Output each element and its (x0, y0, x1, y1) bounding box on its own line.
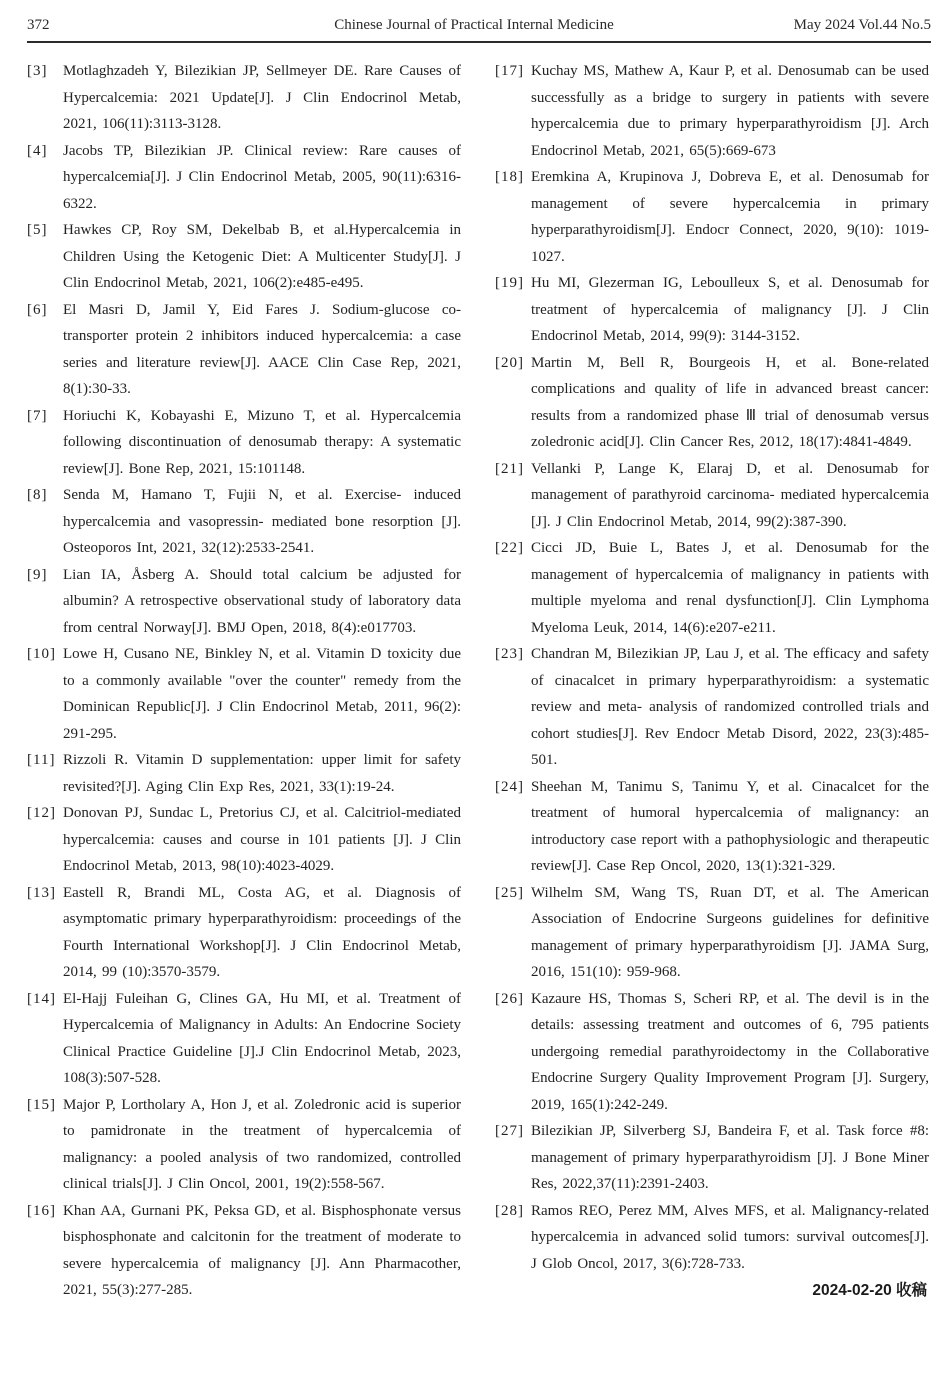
reference-item (495, 270, 929, 350)
reference-text: Jacobs TP, Bilezikian JP. Clinical review: Rare causes of hypercalcemia[J]. J Clin Endocrinol Metab, 2005, 90(11):6316-6322. (63, 142, 461, 212)
reference-number: [10] (27, 646, 56, 662)
reference-text: Kuchay MS, Mathew A, Kaur P, et al. Denosumab can be used successfully as a bridge to surgery in patients with severe hypercalcemia due to primary hyperparathyroidism [J]. Arch Endocrinol Metab, 2021, 65(5):669-673 (531, 63, 929, 159)
reference-item (27, 138, 461, 218)
reference-text: Rizzoli R. Vitamin D supplementation: upper limit for safety revisited?[J]. Aging Clin Exp Res, 2021, 33(1):19-24. (63, 752, 461, 795)
issue-info: May 2024 Vol.44 No.5 (793, 17, 931, 33)
reference-number: [25] (495, 884, 524, 901)
reference-number: [8] (27, 487, 48, 503)
reference-item (495, 350, 929, 456)
reference-item (495, 456, 929, 536)
reference-item (27, 800, 461, 880)
reference-number: [19] (495, 275, 524, 291)
reference-item (27, 641, 461, 747)
reference-number: [26] (495, 990, 524, 1007)
reference-item (27, 1092, 461, 1198)
received-date-note: 2024-02-20 收稿 (812, 1282, 927, 1299)
reference-text: Donovan PJ, Sundac L, Pretorius CJ, et al. Calcitriol-mediated hypercalcemia: causes and course in 101 patients [J]. J Clin Endocrinol Metab, 2013, 98(10):4023-4029. (63, 805, 461, 874)
reference-number: [22] (495, 540, 524, 556)
reference-text: Khan AA, Gurnani PK, Peksa GD, et al. Bisphosphonate versus bisphosphonate and calcitonin for the treatment of moderate to severe hypercalcemia of malignancy [J]. Ann Pharmacother, 2021, 55(3):277-285. (63, 1202, 461, 1298)
reference-item (27, 403, 461, 483)
reference-number: [4] (27, 142, 48, 159)
reference-number: [27] (495, 1123, 524, 1139)
running-head (27, 14, 931, 36)
reference-item (495, 880, 929, 986)
reference-number: [17] (495, 63, 524, 79)
journal-title: Chinese Journal of Practical Internal Medicine (334, 17, 614, 33)
reference-item (27, 217, 461, 297)
reference-item (27, 297, 461, 403)
reference-number: [6] (27, 301, 48, 318)
reference-item (495, 774, 929, 880)
reference-text: Ramos REO, Perez MM, Alves MFS, et al. Malignancy-related hypercalcemia in advanced solid tumors: survival outcomes[J]. J Glob Oncol, 2017, 3(6):728-733. (531, 1202, 929, 1272)
page-number: 372 (27, 17, 50, 33)
reference-text: Martin M, Bell R, Bourgeois H, et al. Bone-related complications and quality of life in advanced breast cancer: results from a randomized phase Ⅲ trial of denosumab versus zoledronic acid[J]. Clin Cancer Res, 2012, 18(17):4841-4849. (531, 354, 929, 450)
reference-text: Eremkina A, Krupinova J, Dobreva E, et al. Denosumab for management of severe hypercalcemia in primary hyperparathyroidism[J]. Endocr Connect, 2020, 9(10): 1019-1027. (531, 169, 929, 265)
reference-item (27, 58, 461, 138)
reference-text: Motlaghzadeh Y, Bilezikian JP, Sellmeyer DE. Rare Causes of Hypercalcemia: 2021 Update[J]. J Clin Endocrinol Metab, 2021, 106(11):3113-3128. (63, 63, 461, 132)
reference-number: [9] (27, 566, 48, 583)
reference-number: [12] (27, 805, 56, 821)
reference-number: [24] (495, 778, 524, 795)
reference-text: Horiuchi K, Kobayashi E, Mizuno T, et al. Hypercalcemia following discontinuation of denosumab therapy: A systematic review[J]. Bone Rep, 2021, 15:101148. (63, 407, 461, 477)
reference-number: [23] (495, 646, 524, 662)
reference-item (27, 747, 461, 800)
reference-item (495, 1118, 929, 1198)
reference-text: Lian IA, Åsberg A. Should total calcium be adjusted for albumin? A retrospective observational study of laboratory data from central Norway[J]. BMJ Open, 2018, 8(4):e017703. (63, 566, 461, 636)
reference-text: Eastell R, Brandi ML, Costa AG, et al. Diagnosis of asymptomatic primary hyperparathyroidism: proceedings of the Fourth International Workshop[J]. J Clin Endocrinol Metab, 2014, 99 (10):3570-3579. (63, 884, 461, 980)
reference-text: El Masri D, Jamil Y, Eid Fares J. Sodium-glucose co-transporter protein 2 inhibitors induced hypercalcemia: a case series and literature review[J]. AACE Clin Case Rep, 2021, 8(1):30-33. (63, 301, 461, 397)
reference-text: Lowe H, Cusano NE, Binkley N, et al. Vitamin D toxicity due to a commonly available "over the counter" remedy from the Dominican Republic[J]. J Clin Endocrinol Metab, 2011, 96(2): 291-295. (63, 646, 461, 742)
reference-number: [3] (27, 63, 48, 79)
reference-item (27, 880, 461, 986)
reference-number: [21] (495, 460, 524, 477)
reference-text: El-Hajj Fuleihan G, Clines GA, Hu MI, et al. Treatment of Hypercalcemia of Malignancy in Adults: An Endocrine Society Clinical Practice Guideline [J].J Clin Endocrinol Metab, 2023, 108(3):507-528. (63, 990, 461, 1086)
reference-item (495, 58, 929, 164)
reference-text: Hu MI, Glezerman IG, Leboulleux S, et al. Denosumab for treatment of hypercalcemia of malignancy [J]. J Clin Endocrinol Metab, 2014, 99(9): 3144-3152. (531, 275, 929, 344)
reference-text: Sheehan M, Tanimu S, Tanimu Y, et al. Cinacalcet for the treatment of humoral hypercalcemia of malignancy: an introductory case report with a pathophysiologic and therapeutic review[J]. Case Rep Oncol, 2020, 13(1):321-329. (531, 778, 929, 874)
reference-number: [16] (27, 1202, 56, 1219)
reference-text: Cicci JD, Buie L, Bates J, et al. Denosumab for the management of hypercalcemia of malignancy in patients with multiple myeloma and renal dysfunction[J]. Clin Lymphoma Myeloma Leuk, 2014, 14(6):e207-e211. (531, 540, 929, 636)
header-rule (27, 41, 931, 43)
left-column (27, 58, 461, 1305)
reference-item (27, 482, 461, 562)
reference-text: Vellanki P, Lange K, Elaraj D, et al. Denosumab for management of parathyroid carcinoma- mediated hypercalcemia [J]. J Clin Endocrinol Metab, 2014, 99(2):387-390. (531, 460, 929, 530)
reference-number: [20] (495, 354, 524, 371)
reference-list-left (27, 58, 461, 1304)
reference-list-right (495, 58, 929, 1277)
reference-item (495, 164, 929, 270)
reference-item (495, 535, 929, 641)
reference-number: [14] (27, 990, 56, 1007)
reference-item (27, 562, 461, 642)
reference-text: Bilezikian JP, Silverberg SJ, Bandeira F, et al. Task force #8: management of primary hyperparathyroidism [J]. J Bone Miner Res, 2022,37(11):2391-2403. (531, 1123, 929, 1192)
right-column (495, 58, 929, 1305)
reference-text: Kazaure HS, Thomas S, Scheri RP, et al. The devil is in the details: assessing treatment and outcomes of 6, 795 patients undergoing remedial parathyroidectomy in the Collaborative Endocrine Surgery Quality Improvement Program [J]. Surgery, 2019, 165(1):242-249. (531, 990, 929, 1113)
reference-item (27, 986, 461, 1092)
reference-text: Chandran M, Bilezikian JP, Lau J, et al. The efficacy and safety of cinacalcet in primary hyperparathyroidism: a systematic review and meta- analysis of randomized controlled trials and cohort studies[J]. Rev Endocr Metab Disord, 2022, 23(3):485-501. (531, 646, 929, 768)
reference-item (495, 986, 929, 1119)
reference-number: [11] (27, 752, 56, 768)
reference-number: [5] (27, 222, 48, 238)
reference-item (495, 1198, 929, 1278)
reference-columns (27, 58, 931, 1305)
reference-number: [28] (495, 1202, 524, 1219)
reference-text: Hawkes CP, Roy SM, Dekelbab B, et al.Hypercalcemia in Children Using the Ketogenic Diet: A Multicenter Study[J]. J Clin Endocrinol Metab, 2021, 106(2):e485-e495. (63, 222, 461, 291)
reference-number: [18] (495, 169, 524, 185)
reference-text: Senda M, Hamano T, Fujii N, et al. Exercise- induced hypercalcemia and vasopressin- mediated bone resorption [J]. Osteoporos Int, 2021, 32(12):2533-2541. (63, 487, 461, 556)
reference-text: Major P, Lortholary A, Hon J, et al. Zoledronic acid is superior to pamidronate in the treatment of hypercalcemia of malignancy: a pooled analysis of two randomized, controlled clinical trials[J]. J Clin Oncol, 2001, 19(2):558-567. (63, 1096, 461, 1192)
reference-number: [7] (27, 407, 48, 424)
reference-item (27, 1198, 461, 1304)
reference-text: Wilhelm SM, Wang TS, Ruan DT, et al. The American Association of Endocrine Surgeons guidelines for definitive management of primary hyperparathyroidism [J]. JAMA Surg, 2016, 151(10): 959-968. (531, 884, 929, 980)
reference-number: [13] (27, 884, 56, 901)
reference-number: [15] (27, 1096, 56, 1113)
reference-item (495, 641, 929, 774)
